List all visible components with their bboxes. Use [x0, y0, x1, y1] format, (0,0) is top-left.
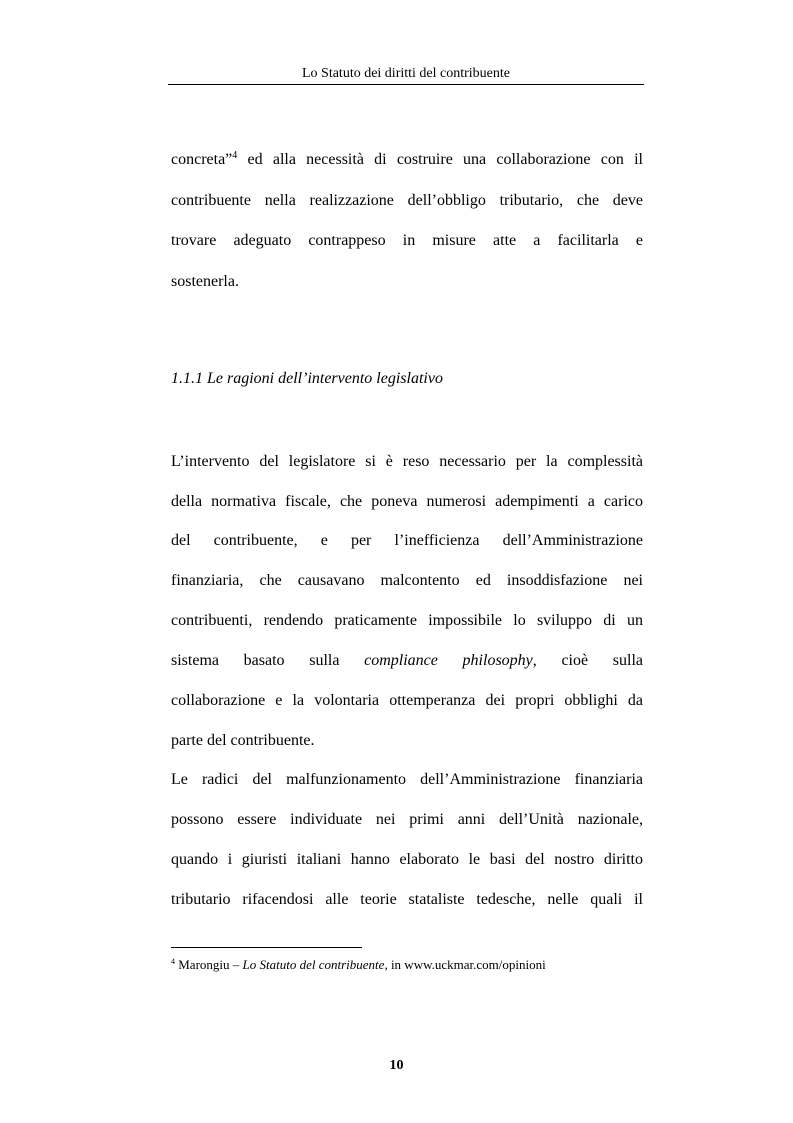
- para1-line-1: L’intervento del legislatore si è reso necessario per la complessità: [171, 453, 643, 470]
- running-header: Lo Statuto dei diritti del contribuente: [301, 66, 510, 81]
- para2-line-2: possono essere individuate nei primi anni dell’Unità nazionale,: [171, 811, 643, 828]
- italic-term: compliance philosophy: [364, 652, 533, 669]
- para1-line-6: [171, 651, 643, 671]
- section-heading: 1.1.1 Le ragioni dell’intervento legislativo: [171, 370, 443, 387]
- footnote-ref: 4: [232, 150, 238, 161]
- header-rule: [168, 84, 644, 85]
- para1-line-3: del contribuente, e per l’inefficienza dell’Amministrazione: [171, 532, 643, 549]
- para2-line-4: tributario rifacendosi alle teorie stataliste tedesche, nelle quali il: [171, 891, 643, 908]
- intro-line-3: trovare adeguato contrappeso in misure atte a facilitarla e: [171, 232, 643, 249]
- para1-line-2: della normativa fiscale, che poneva numerosi adempimenti a carico: [171, 493, 643, 510]
- para2-line-1: Le radici del malfunzionamento dell’Amministrazione finanziaria: [171, 771, 643, 788]
- footnote-rule: [171, 947, 362, 948]
- intro-text-a: concreta”: [171, 151, 233, 168]
- footnote-text-b: , in www.uckmar.com/opinioni: [384, 957, 546, 972]
- para1-line-7: collaborazione e la volontaria ottemperanza dei propri obblighi da: [171, 692, 643, 709]
- footnote-marker: 4: [171, 957, 175, 966]
- intro-line-2: contribuente nella realizzazione dell’obbligo tributario, che deve: [171, 192, 643, 209]
- footnote: [171, 957, 546, 973]
- intro-line-4: sostenerla.: [171, 273, 239, 290]
- para1-line-5: contribuenti, rendendo praticamente impossibile lo sviluppo di un: [171, 612, 643, 629]
- footnote-italic-title: Lo Statuto del contribuente: [242, 957, 385, 972]
- page-number: 10: [389, 1058, 404, 1073]
- para2-line-3: quando i giuristi italiani hanno elaborato le basi del nostro diritto: [171, 851, 643, 868]
- footnote-text-a: Marongiu –: [175, 957, 243, 972]
- intro-text-b: ed alla necessità di costruire una collaborazione con il: [237, 151, 643, 168]
- para1-line-4: finanziaria, che causavano malcontento ed insoddisfazione nei: [171, 572, 643, 589]
- para1-line-8: parte del contribuente.: [171, 732, 315, 749]
- intro-line-1: [171, 150, 643, 170]
- para1-line-6-a: sistema basato sulla: [171, 652, 365, 669]
- para1-line-6-b: , cioè sulla: [532, 652, 644, 669]
